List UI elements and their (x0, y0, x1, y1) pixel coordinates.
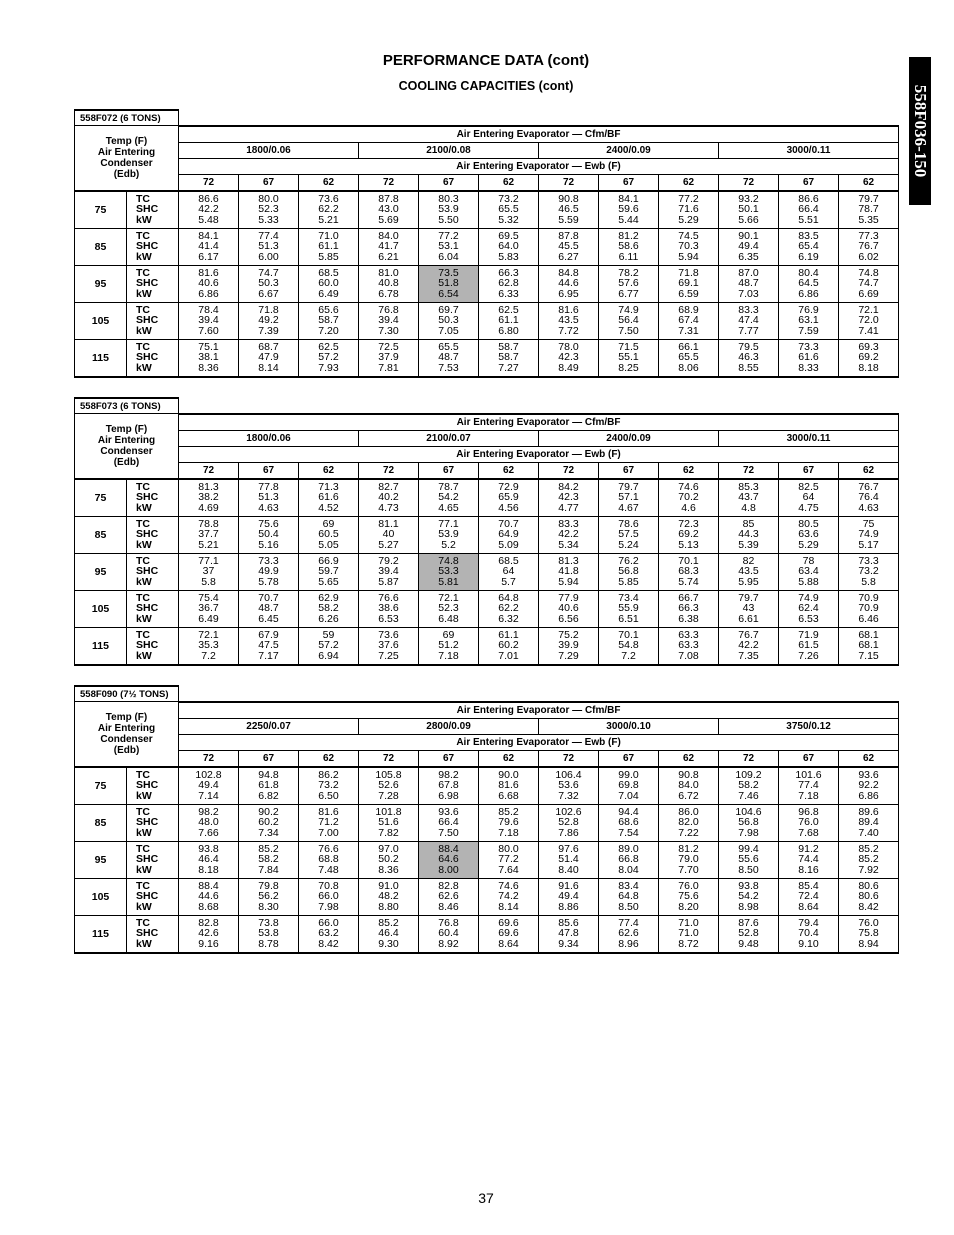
capacity-cell: 75 74.9 5.17 (839, 516, 899, 553)
capacity-cell: 58.7 58.7 7.27 (479, 339, 539, 377)
capacity-cell: 70.7 48.7 6.45 (239, 590, 299, 627)
capacity-cell: 78.0 42.3 8.49 (539, 339, 599, 377)
capacity-cell: 79.2 39.4 5.87 (359, 553, 419, 590)
cfm-header-value: 3000/0.10 (539, 718, 719, 734)
capacity-cell: 78.7 54.2 4.65 (419, 479, 479, 517)
capacity-cell: 65.6 58.7 7.20 (299, 302, 359, 339)
condenser-temp: 75 (75, 191, 127, 229)
capacity-cell: 67.9 47.5 7.17 (239, 627, 299, 665)
ewb-value: 62 (299, 462, 359, 479)
capacity-cell: 91.0 48.2 8.80 (359, 878, 419, 915)
capacity-cell: 71.8 69.1 6.59 (659, 265, 719, 302)
capacity-cell: 72.9 65.9 4.56 (479, 479, 539, 517)
metric-labels: TC SHC kW (127, 627, 179, 665)
table-row (75, 767, 899, 805)
capacity-cell: 89.6 89.4 7.40 (839, 804, 899, 841)
cfm-header-value: 3000/0.11 (719, 142, 899, 158)
capacity-cell: 80.3 53.9 5.50 (419, 191, 479, 229)
ewb-value: 67 (779, 174, 839, 191)
capacity-cell: 74.9 62.4 6.53 (779, 590, 839, 627)
condenser-temp: 85 (75, 228, 127, 265)
capacity-cell: 83.3 42.2 5.34 (539, 516, 599, 553)
capacity-cell: 77.2 53.1 6.04 (419, 228, 479, 265)
capacity-cell: 76.6 68.8 7.48 (299, 841, 359, 878)
capacity-cell: 86.6 66.4 5.51 (779, 191, 839, 229)
capacity-cell: 66.9 59.7 5.65 (299, 553, 359, 590)
capacity-cell: 77.1 37 5.8 (179, 553, 239, 590)
capacity-cell: 73.6 62.2 5.21 (299, 191, 359, 229)
capacity-cell: 79.5 46.3 8.55 (719, 339, 779, 377)
cooling-capacity-table (74, 685, 899, 954)
capacity-cell: 62.9 58.2 6.26 (299, 590, 359, 627)
ewb-value: 72 (539, 750, 599, 767)
capacity-cell: 68.5 60.0 6.49 (299, 265, 359, 302)
ewb-value: 67 (779, 750, 839, 767)
condenser-temp: 115 (75, 339, 127, 377)
capacity-cell: 99.4 55.6 8.50 (719, 841, 779, 878)
capacity-cell: 106.4 53.6 7.32 (539, 767, 599, 805)
metric-labels: TC SHC kW (127, 878, 179, 915)
capacity-cell: 68.1 68.1 7.15 (839, 627, 899, 665)
metric-labels: TC SHC kW (127, 767, 179, 805)
ewb-value: 67 (419, 750, 479, 767)
table-row (75, 553, 899, 590)
capacity-cell: 87.8 43.0 5.69 (359, 191, 419, 229)
condenser-temp: 115 (75, 627, 127, 665)
capacity-cell: 81.2 79.0 7.70 (659, 841, 719, 878)
capacity-cell: 84.0 41.7 6.21 (359, 228, 419, 265)
capacity-cell: 74.7 50.3 6.67 (239, 265, 299, 302)
capacity-cell: 74.5 70.3 5.94 (659, 228, 719, 265)
ewb-value: 62 (479, 750, 539, 767)
ewb-value: 67 (419, 462, 479, 479)
capacity-cell: 81.6 43.5 7.72 (539, 302, 599, 339)
cfm-header-value: 1800/0.06 (179, 430, 359, 446)
capacity-cell: 77.8 51.3 4.63 (239, 479, 299, 517)
capacity-cell: 88.4 44.6 8.68 (179, 878, 239, 915)
capacity-cell: 98.2 67.8 6.98 (419, 767, 479, 805)
ewb-value: 67 (599, 750, 659, 767)
metric-labels: TC SHC kW (127, 590, 179, 627)
ewb-value: 67 (239, 462, 299, 479)
capacity-cell: 61.1 60.2 7.01 (479, 627, 539, 665)
capacity-cell: 71.8 49.2 7.39 (239, 302, 299, 339)
capacity-cell: 72.1 52.3 6.48 (419, 590, 479, 627)
ewb-value: 62 (299, 174, 359, 191)
condenser-temp: 75 (75, 479, 127, 517)
capacity-cell: 102.6 52.8 7.86 (539, 804, 599, 841)
ewb-header: Air Entering Evaporator — Ewb (F) (179, 734, 899, 750)
metric-labels: TC SHC kW (127, 265, 179, 302)
metric-labels: TC SHC kW (127, 553, 179, 590)
capacity-cell: 76.0 75.6 8.20 (659, 878, 719, 915)
page-subtitle: COOLING CAPACITIES (cont) (398, 79, 574, 93)
capacity-cell: 66.1 65.5 8.06 (659, 339, 719, 377)
capacity-cell: 79.7 57.1 4.67 (599, 479, 659, 517)
ewb-value: 62 (479, 174, 539, 191)
row-header: Temp (F) Air Entering Condenser (Edb) (75, 702, 179, 767)
capacity-cell: 76.0 75.8 8.94 (839, 915, 899, 953)
capacity-cell: 80.0 77.2 7.64 (479, 841, 539, 878)
capacity-cell: 102.8 49.4 7.14 (179, 767, 239, 805)
capacity-cell: 109.2 58.2 7.46 (719, 767, 779, 805)
capacity-cell: 77.2 71.6 5.29 (659, 191, 719, 229)
ewb-value: 72 (719, 174, 779, 191)
page-number: 37 (478, 1190, 494, 1206)
capacity-cell: 81.0 40.8 6.78 (359, 265, 419, 302)
side-tab-label: 558F036-150 (911, 84, 930, 178)
ewb-header: Air Entering Evaporator — Ewb (F) (179, 446, 899, 462)
metric-labels: TC SHC kW (127, 516, 179, 553)
capacity-cell: 71.0 61.1 5.85 (299, 228, 359, 265)
ewb-value: 67 (239, 174, 299, 191)
capacity-cell: 90.8 84.0 6.72 (659, 767, 719, 805)
capacity-cell: 68.5 64 5.7 (479, 553, 539, 590)
metric-labels: TC SHC kW (127, 479, 179, 517)
cfm-header-value: 2100/0.08 (359, 142, 539, 158)
ewb-value: 62 (839, 750, 899, 767)
capacity-cell: 69 60.5 5.05 (299, 516, 359, 553)
capacity-cell: 79.7 78.7 5.35 (839, 191, 899, 229)
cfm-header: Air Entering Evaporator — Cfm/BF (179, 126, 899, 143)
table-row (75, 878, 899, 915)
table-row (75, 516, 899, 553)
capacity-cell: 90.1 49.4 6.35 (719, 228, 779, 265)
capacity-cell: 66.3 62.8 6.33 (479, 265, 539, 302)
condenser-temp: 115 (75, 915, 127, 953)
capacity-cell: 71.0 71.0 8.72 (659, 915, 719, 953)
capacity-cell: 79.7 43 6.61 (719, 590, 779, 627)
table-row (75, 915, 899, 953)
capacity-cell: 99.0 69.8 7.04 (599, 767, 659, 805)
capacity-cell: 68.7 47.9 8.14 (239, 339, 299, 377)
capacity-cell: 93.6 66.4 7.50 (419, 804, 479, 841)
capacity-cell: 81.3 41.8 5.94 (539, 553, 599, 590)
capacity-cell: 77.3 76.7 6.02 (839, 228, 899, 265)
capacity-cell: 75.6 50.4 5.16 (239, 516, 299, 553)
condenser-temp: 105 (75, 878, 127, 915)
capacity-cell: 72.1 35.3 7.2 (179, 627, 239, 665)
metric-labels: TC SHC kW (127, 915, 179, 953)
capacity-cell: 78.2 57.6 6.77 (599, 265, 659, 302)
ewb-value: 62 (839, 174, 899, 191)
capacity-cell: 84.2 42.3 4.77 (539, 479, 599, 517)
condenser-temp: 95 (75, 553, 127, 590)
capacity-cell: 101.8 51.6 7.82 (359, 804, 419, 841)
capacity-cell: 76.6 38.6 6.53 (359, 590, 419, 627)
capacity-cell: 81.3 38.2 4.69 (179, 479, 239, 517)
ewb-value: 72 (539, 462, 599, 479)
capacity-cell: 73.2 65.5 5.32 (479, 191, 539, 229)
capacity-cell: 78 63.4 5.88 (779, 553, 839, 590)
capacity-cell: 76.7 42.2 7.35 (719, 627, 779, 665)
ewb-value: 67 (599, 462, 659, 479)
capacity-cell: 84.1 41.4 6.17 (179, 228, 239, 265)
capacity-cell: 76.8 60.4 8.92 (419, 915, 479, 953)
capacity-cell: 82 43.5 5.95 (719, 553, 779, 590)
capacity-cell: 79.4 70.4 9.10 (779, 915, 839, 953)
capacity-cell: 101.6 77.4 7.18 (779, 767, 839, 805)
capacity-cell: 75.1 38.1 8.36 (179, 339, 239, 377)
capacity-cell: 77.1 53.9 5.2 (419, 516, 479, 553)
metric-labels: TC SHC kW (127, 228, 179, 265)
ewb-value: 62 (659, 462, 719, 479)
capacity-cell: 93.6 92.2 6.86 (839, 767, 899, 805)
capacity-cell: 80.5 63.6 5.29 (779, 516, 839, 553)
table-row (75, 841, 899, 878)
capacity-cell: 85.4 72.4 8.64 (779, 878, 839, 915)
metric-labels: TC SHC kW (127, 841, 179, 878)
capacity-cell: 94.8 61.8 6.82 (239, 767, 299, 805)
capacity-cell: 84.8 44.6 6.95 (539, 265, 599, 302)
ewb-value: 62 (659, 750, 719, 767)
capacity-cell: 62.5 61.1 6.80 (479, 302, 539, 339)
capacity-cell: 65.5 48.7 7.53 (419, 339, 479, 377)
capacity-cell: 59 57.2 6.94 (299, 627, 359, 665)
cooling-capacity-table (74, 109, 899, 378)
capacity-cell: 86.6 42.2 5.48 (179, 191, 239, 229)
capacity-cell: 66.7 66.3 6.38 (659, 590, 719, 627)
capacity-cell: 69.6 69.6 8.64 (479, 915, 539, 953)
condenser-temp: 85 (75, 804, 127, 841)
capacity-cell: 76.9 63.1 7.59 (779, 302, 839, 339)
ewb-value: 62 (479, 462, 539, 479)
capacity-cell: 91.6 49.4 8.86 (539, 878, 599, 915)
capacity-cell: 84.1 59.6 5.44 (599, 191, 659, 229)
condenser-temp: 105 (75, 302, 127, 339)
capacity-cell: 76.2 56.8 5.85 (599, 553, 659, 590)
capacity-cell: 85.2 79.6 7.18 (479, 804, 539, 841)
capacity-cell: 87.0 48.7 7.03 (719, 265, 779, 302)
capacity-cell: 85 44.3 5.39 (719, 516, 779, 553)
capacity-cell: 85.2 58.2 7.84 (239, 841, 299, 878)
capacity-cell: 66.0 63.2 8.42 (299, 915, 359, 953)
capacity-cell: 69 51.2 7.18 (419, 627, 479, 665)
capacity-cell: 86.0 82.0 7.22 (659, 804, 719, 841)
capacity-cell: 90.0 81.6 6.68 (479, 767, 539, 805)
capacity-cell: 64.8 62.2 6.32 (479, 590, 539, 627)
capacity-cell: 81.2 58.6 6.11 (599, 228, 659, 265)
capacity-cell: 70.9 70.9 6.46 (839, 590, 899, 627)
table-title: 558F073 (6 TONS) (75, 398, 179, 414)
capacity-cell: 93.2 50.1 5.66 (719, 191, 779, 229)
capacity-cell: 73.6 37.6 7.25 (359, 627, 419, 665)
capacity-cell: 73.3 73.2 5.8 (839, 553, 899, 590)
table-row (75, 339, 899, 377)
cfm-header-value: 3000/0.11 (719, 430, 899, 446)
capacity-cell: 78.4 39.4 7.60 (179, 302, 239, 339)
table-row (75, 590, 899, 627)
ewb-value: 62 (659, 174, 719, 191)
row-header: Temp (F) Air Entering Condenser (Edb) (75, 126, 179, 191)
capacity-cell: 81.6 40.6 6.86 (179, 265, 239, 302)
cfm-header: Air Entering Evaporator — Cfm/BF (179, 702, 899, 719)
capacity-cell: 104.6 56.8 7.98 (719, 804, 779, 841)
capacity-cell: 70.7 64.9 5.09 (479, 516, 539, 553)
capacity-cell: 74.6 70.2 4.6 (659, 479, 719, 517)
capacity-cell: 93.8 46.4 8.18 (179, 841, 239, 878)
row-header: Temp (F) Air Entering Condenser (Edb) (75, 414, 179, 479)
capacity-cell: 72.3 69.2 5.13 (659, 516, 719, 553)
capacity-cell: 90.2 60.2 7.34 (239, 804, 299, 841)
cfm-header-value: 2800/0.09 (359, 718, 539, 734)
table-row (75, 191, 899, 229)
condenser-temp: 75 (75, 767, 127, 805)
capacity-cell: 97.6 51.4 8.40 (539, 841, 599, 878)
capacity-cell: 76.7 76.4 4.63 (839, 479, 899, 517)
capacity-cell: 77.9 40.6 6.56 (539, 590, 599, 627)
capacity-cell: 96.8 76.0 7.68 (779, 804, 839, 841)
cfm-header-value: 2100/0.07 (359, 430, 539, 446)
table-row (75, 302, 899, 339)
metric-labels: TC SHC kW (127, 191, 179, 229)
capacity-cell: 86.2 73.2 6.50 (299, 767, 359, 805)
ewb-value: 72 (719, 750, 779, 767)
metric-labels: TC SHC kW (127, 804, 179, 841)
capacity-cell: 78.6 57.5 5.24 (599, 516, 659, 553)
metric-labels: TC SHC kW (127, 339, 179, 377)
table-title: 558F072 (6 TONS) (75, 110, 179, 126)
ewb-value: 72 (179, 462, 239, 479)
capacity-cell: 72.1 72.0 7.41 (839, 302, 899, 339)
capacity-cell: 82.8 62.6 8.46 (419, 878, 479, 915)
capacity-cell: 75.4 36.7 6.49 (179, 590, 239, 627)
capacity-cell: 69.3 69.2 8.18 (839, 339, 899, 377)
ewb-header: Air Entering Evaporator — Ewb (F) (179, 158, 899, 174)
capacity-cell: 74.9 56.4 7.50 (599, 302, 659, 339)
capacity-cell: 88.4 64.6 8.00 (419, 841, 479, 878)
capacity-cell: 85.3 43.7 4.8 (719, 479, 779, 517)
capacity-cell: 71.5 55.1 8.25 (599, 339, 659, 377)
capacity-cell: 97.0 50.2 8.36 (359, 841, 419, 878)
capacity-cell: 77.4 51.3 6.00 (239, 228, 299, 265)
capacity-cell: 98.2 48.0 7.66 (179, 804, 239, 841)
capacity-cell: 85.2 46.4 9.30 (359, 915, 419, 953)
capacity-cell: 82.7 40.2 4.73 (359, 479, 419, 517)
capacity-cell: 74.6 74.2 8.14 (479, 878, 539, 915)
capacity-cell: 62.5 57.2 7.93 (299, 339, 359, 377)
capacity-cell: 73.4 55.9 6.51 (599, 590, 659, 627)
ewb-value: 67 (419, 174, 479, 191)
capacity-cell: 89.0 66.8 8.04 (599, 841, 659, 878)
cfm-header-value: 2250/0.07 (179, 718, 359, 734)
metric-labels: TC SHC kW (127, 302, 179, 339)
capacity-cell: 69.5 64.0 5.83 (479, 228, 539, 265)
ewb-value: 67 (239, 750, 299, 767)
capacity-cell: 87.8 45.5 6.27 (539, 228, 599, 265)
capacity-cell: 85.2 85.2 7.92 (839, 841, 899, 878)
ewb-value: 72 (719, 462, 779, 479)
capacity-cell: 79.8 56.2 8.30 (239, 878, 299, 915)
cfm-header: Air Entering Evaporator — Cfm/BF (179, 414, 899, 431)
capacity-cell: 76.8 39.4 7.30 (359, 302, 419, 339)
capacity-cell: 82.5 64 4.75 (779, 479, 839, 517)
capacity-cell: 71.9 61.5 7.26 (779, 627, 839, 665)
ewb-value: 72 (359, 750, 419, 767)
table-row (75, 228, 899, 265)
ewb-value: 67 (779, 462, 839, 479)
capacity-cell: 87.6 52.8 9.48 (719, 915, 779, 953)
capacity-cell: 91.2 74.4 8.16 (779, 841, 839, 878)
table-title: 558F090 (7½ TONS) (75, 686, 179, 702)
table-row (75, 804, 899, 841)
ewb-value: 67 (599, 174, 659, 191)
capacity-cell: 94.4 68.6 7.54 (599, 804, 659, 841)
capacity-cell: 72.5 37.9 7.81 (359, 339, 419, 377)
ewb-value: 62 (299, 750, 359, 767)
capacity-cell: 70.1 68.3 5.74 (659, 553, 719, 590)
ewb-value: 72 (359, 174, 419, 191)
table-row (75, 627, 899, 665)
capacity-cell: 69.7 50.3 7.05 (419, 302, 479, 339)
condenser-temp: 95 (75, 841, 127, 878)
capacity-cell: 90.8 46.5 5.59 (539, 191, 599, 229)
condenser-temp: 95 (75, 265, 127, 302)
capacity-cell: 71.3 61.6 4.52 (299, 479, 359, 517)
capacity-cell: 93.8 54.2 8.98 (719, 878, 779, 915)
capacity-cell: 80.0 52.3 5.33 (239, 191, 299, 229)
capacity-cell: 80.6 80.6 8.42 (839, 878, 899, 915)
capacity-cell: 73.8 53.8 8.78 (239, 915, 299, 953)
capacity-cell: 81.1 40 5.27 (359, 516, 419, 553)
capacity-cell: 70.1 54.8 7.2 (599, 627, 659, 665)
ewb-value: 72 (179, 174, 239, 191)
capacity-cell: 83.3 47.4 7.77 (719, 302, 779, 339)
cfm-header-value: 2400/0.09 (539, 430, 719, 446)
capacity-cell: 78.8 37.7 5.21 (179, 516, 239, 553)
capacity-cell: 75.2 39.9 7.29 (539, 627, 599, 665)
capacity-cell: 83.4 64.8 8.50 (599, 878, 659, 915)
capacity-cell: 81.6 71.2 7.00 (299, 804, 359, 841)
ewb-value: 72 (539, 174, 599, 191)
capacity-cell: 77.4 62.6 8.96 (599, 915, 659, 953)
capacity-cell: 74.8 53.3 5.81 (419, 553, 479, 590)
page-title: PERFORMANCE DATA (cont) (382, 52, 590, 69)
capacity-cell: 68.9 67.4 7.31 (659, 302, 719, 339)
condenser-temp: 85 (75, 516, 127, 553)
cfm-header-value: 1800/0.06 (179, 142, 359, 158)
model-side-tab (909, 57, 931, 205)
cfm-header-value: 3750/0.12 (719, 718, 899, 734)
capacity-cell: 73.3 61.6 8.33 (779, 339, 839, 377)
capacity-cell: 63.3 63.3 7.08 (659, 627, 719, 665)
cfm-header-value: 2400/0.09 (539, 142, 719, 158)
capacity-cell: 73.5 51.8 6.54 (419, 265, 479, 302)
ewb-value: 62 (839, 462, 899, 479)
table-row (75, 479, 899, 517)
table-row (75, 265, 899, 302)
ewb-value: 72 (179, 750, 239, 767)
condenser-temp: 105 (75, 590, 127, 627)
cooling-capacity-table (74, 397, 899, 666)
ewb-value: 72 (359, 462, 419, 479)
capacity-cell: 73.3 49.9 5.78 (239, 553, 299, 590)
capacity-cell: 82.8 42.6 9.16 (179, 915, 239, 953)
capacity-cell: 83.5 65.4 6.19 (779, 228, 839, 265)
capacity-cell: 70.8 66.0 7.98 (299, 878, 359, 915)
capacity-cell: 74.8 74.7 6.69 (839, 265, 899, 302)
capacity-cell: 85.6 47.8 9.34 (539, 915, 599, 953)
capacity-cell: 105.8 52.6 7.28 (359, 767, 419, 805)
capacity-cell: 80.4 64.5 6.86 (779, 265, 839, 302)
